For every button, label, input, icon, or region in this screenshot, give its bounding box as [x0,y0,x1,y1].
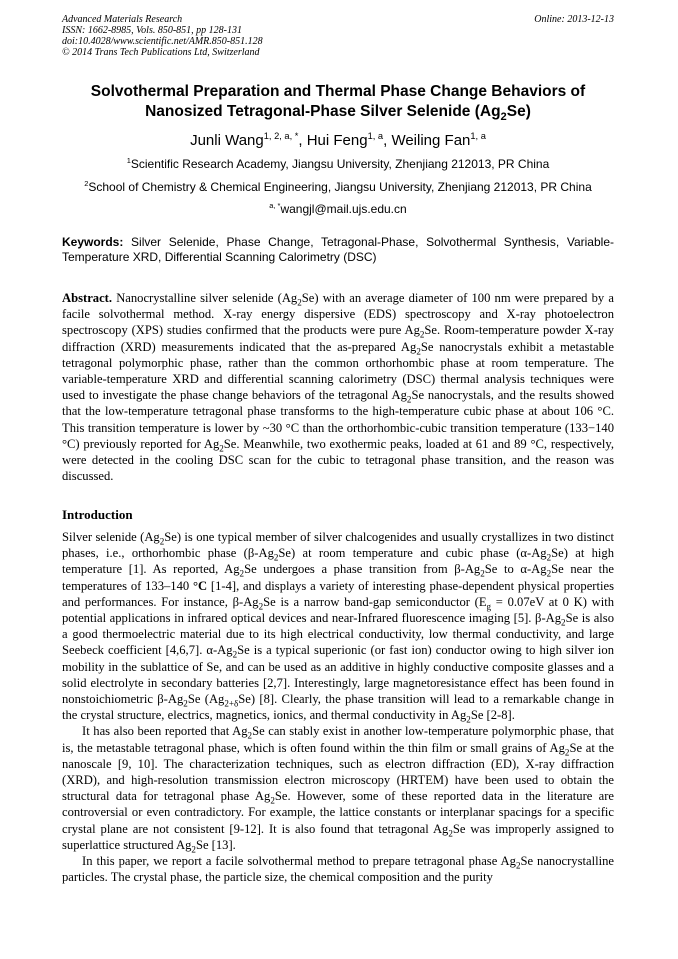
journal-name: Advanced Materials Research [62,14,183,25]
affiliation-2: $^2$School of Chemistry & Chemical Engineering, Jiangsu University, Zhenjiang 212013, PR China [84,179,592,194]
online-date: Online: 2013-12-13 [534,14,614,25]
paper-title [62,82,614,122]
email[interactable]: $^{a, *}$wangjl@mail.ujs.edu.cn [269,201,407,216]
keywords-label: Keywords: [62,235,124,249]
author: Weiling Fan$^{1, a}$ [391,131,486,149]
author: Junli Wang$^{1, 2, a, *}$, [190,131,307,149]
issn-info: ISSN: 1662-8985, Vols. 850-851, pp 128-131 [62,25,242,36]
abstract-label: Abstract. [62,291,113,305]
paragraph: In this paper, we report a facile solvothermal method to prepare tetragonal phase $Ag_2Se$ nanocrystalline particles. The crystal phase, the particle size, the chemical composition and the purity [62,854,614,885]
doi-link[interactable]: doi:10.4028/www.scientific.net/AMR.850-851.128 [62,36,263,47]
abstract: Abstract. Nanocrystalline silver selenide $(Ag_2Se)$ with an average diameter of 100 nm were prepared by a facile solvothermal method. X-ray energy dispersive (EDS) spectroscopy and X-ray photoelectron spectroscopy (XPS) studies confirmed that the products were pure $Ag_2Se$. Room-temperature powder X-ray diffraction (XRD) measurements indicated that the as-prepared $Ag_2Se$ nanocrystals exhibit a metastable tetragonal polymorphic phase, rather than the common orthorhombic phase at room temperature. The variable-temperature XRD and differential scanning calorimetry (DSC) thermal analysis techniques were used to investigate the phase change behaviors of the tetragonal $Ag_2Se$ nanocrystals, and the results showed that the low-temperature tetragonal phase transforms to the high-temperature cubic phase at about 106 °C. This transition temperature is lower by ~30 °C than the orthorhombic-cubic transition temperature (133−140 °C) previously reported for $Ag_2Se$. Meanwhile, two exothermic peaks, loaded at 61 and 89 °C, respectively, were detected in the cooling DSC scan for the cubic to tetragonal phase transition, and the reason was discussed. [62,291,615,484]
title-line-2: Nanosized Tetragonal-Phase Silver Selenide $(Ag_2Se)$ [145,103,531,124]
introduction-body [62,529,614,885]
section-heading: Introduction [62,507,133,522]
affiliation-1: $^1$Scientific Research Academy, Jiangsu University, Zhenjiang 212013, PR China [126,156,550,171]
copyright: © 2014 Trans Tech Publications Ltd, Switzerland [62,47,260,58]
paragraph: Silver selenide $(Ag_2Se)$ is one typical member of silver chalcogenides and usually crystallizes in two distinct phases, i.e., orthorhombic phase $(\beta-Ag_2Se)$ at room temperature and cubic phase $(\alpha-Ag_2Se)$ at high temperature [1]. As reported, $Ag_2Se$ undergoes a phase transition from $\beta-Ag_2Se$ to $\alpha-Ag_2Se$ near the temperatures of 133–140 °C [1-4], and displays a variety of interesting phase-dependent physical properties and performances. For instance, $\beta-Ag_2Se$ is a narrow band-gap semiconductor ($E_g = 0.07eV$ at 0 K) with potential applications in infrared optical devices and near-Infrared fluorescence imaging [5]. $\beta-Ag_2Se$ is also a good thermoelectric material due to its high electrical conductivity, low thermal conductivity, and large Seebeck coefficient [4,6,7]. $\alpha-Ag_2Se$ is a typical superionic (or fast ion) conductor owing to high silver ion mobility in the sublattice of Se, and can be used as an additive in highly conductive composite glasses and a solid electrolyte in secondary batteries [2,7]. Interestingly, large magnetoresistance effect has been found in nonstoichiometric $\beta-Ag_2Se$ $(Ag_{2+\delta}Se)$ [8]. Clearly, the phase transition will lead to a remarkable change in the crystal structure, electrics, magnetics, ionics, and thermal conductivity in $Ag_2Se$ [2-8]. [62,530,615,725]
author: Hui Feng$^{1, a}$, [306,131,392,149]
running-header [62,14,614,58]
keywords [62,235,614,265]
title-line-1: Solvothermal Preparation and Thermal Phase Change Behaviors of [90,83,586,100]
author-list [62,132,614,150]
keywords-text: Silver Selenide, Phase Change, Tetragonal-Phase, Solvothermal Synthesis, Variable-Temperature XRD, Differential Scanning Calorimetry (DSC) [62,235,614,264]
paragraph: It has also been reported that $Ag_2Se$ can stably exist in another low-temperature polymorphic phase, that is, the metastable tetragonal phase, which is often found within the thin film or small grains of $Ag_2Se$ at the nanoscale [9, 10]. The characterization techniques, such as electron diffraction (ED), X-ray diffraction (XRD), and high-resolution transmission electron microscopy (HRTEM) have been used to obtain the structural data for tetragonal phase $Ag_2Se$. However, some of these reported data in the literature are controversial or even contradictory. For example, the lattice constants or interplanar spacings for a specific crystal plane are not consistent [9-12]. It is also found that tetragonal $Ag_2Se$ was improperly assigned to superlattice structured $Ag_2Se$ [13]. [62,724,615,855]
